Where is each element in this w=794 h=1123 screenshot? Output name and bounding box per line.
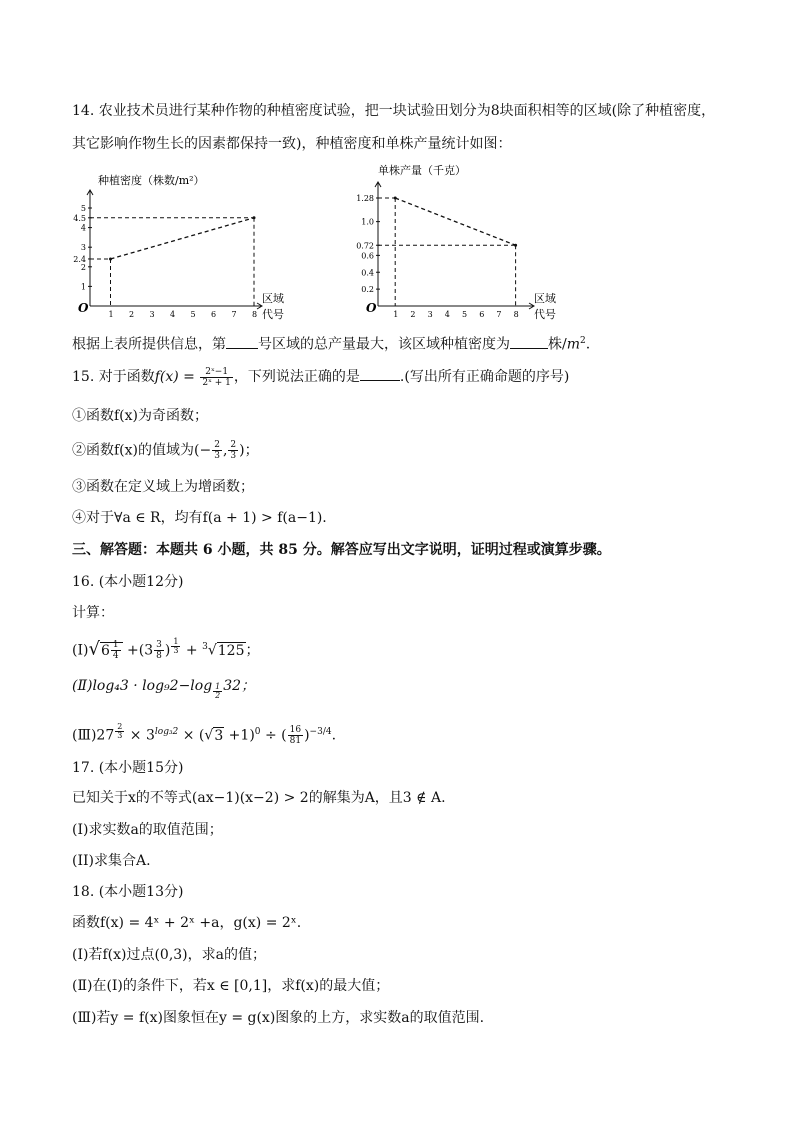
x-tick-label: 1 xyxy=(393,310,399,319)
x-tick-label: 3 xyxy=(149,310,155,319)
q15-opt1: ①函数f(x)为奇函数； xyxy=(72,408,209,424)
x-tick-label: 8 xyxy=(252,310,258,319)
frac2-num: 2 xyxy=(230,440,237,450)
p2-sub-n: 1 xyxy=(215,682,221,691)
q16-part2 xyxy=(72,676,255,700)
section3-heading: 三、解答题：本题共 6 小题，共 85 分。解答应写出文字说明，证明过程或演算步骤。 xyxy=(72,542,611,558)
q15-opt4: ④对于∀a ∈ R，均有f(a + 1) > f(a−1). xyxy=(72,510,327,526)
q14-answer-a: 根据上表所提供信息，第 xyxy=(72,336,226,353)
p1-e1n: 1 xyxy=(173,637,179,646)
p1-e: 125 xyxy=(217,642,245,659)
x-tick-label: 8 xyxy=(513,310,519,319)
p3-sup2: −3/4 xyxy=(309,727,332,737)
q16-p2-end: 32； xyxy=(223,678,256,694)
p1-c: ) xyxy=(164,642,171,659)
q15-den: 2ˣ + 1 xyxy=(202,377,231,388)
density-chart xyxy=(72,168,304,326)
q16-part1 xyxy=(72,637,260,661)
p1-b: +(3 xyxy=(122,642,154,659)
x-tick-label: 6 xyxy=(479,310,485,319)
p3-e1n: 2 xyxy=(117,722,123,731)
q16-part3 xyxy=(72,722,336,746)
p1-f1d: 4 xyxy=(112,651,119,662)
y-tick-label: 1 xyxy=(80,282,86,292)
q14-line1: 14. 农业技术员进行某种作物的种植密度试验，把一块试验田划分为8块面积相等的区域(除了种植密度， xyxy=(72,103,716,119)
data-point xyxy=(253,216,256,219)
q16-calc: 计算： xyxy=(72,605,114,621)
x-tick-label: 7 xyxy=(496,310,502,319)
origin-label: O xyxy=(78,301,89,315)
y-tick-label: 4 xyxy=(80,223,86,233)
q15-opt2-frac1 xyxy=(212,440,222,461)
series-line xyxy=(395,198,515,245)
p3-exp1 xyxy=(115,723,124,740)
p3-sup0: 0 xyxy=(254,727,261,737)
q15-opt2-frac2 xyxy=(228,440,238,461)
q14-answer-c: 株/ xyxy=(548,336,567,353)
q15-stem-c: .(写出所有正确命题的序号) xyxy=(399,369,570,385)
q15-opt2 xyxy=(72,440,259,461)
q14-line2: 其它影响作物生长的因素都保持一致)，种植密度和单株产量统计如图： xyxy=(72,136,512,152)
y-tick-label: 5 xyxy=(80,204,86,213)
x-axis-label-2: 代号 xyxy=(534,308,556,321)
x-tick-label: 7 xyxy=(231,310,237,319)
y-tick-label: 2 xyxy=(80,262,86,272)
q17-part2: (II)求集合A. xyxy=(72,853,151,869)
q18-part2: (Ⅱ)在(Ⅰ)的条件下，若x ∈ [0,1]，求f(x)的最大值； xyxy=(72,978,390,994)
q14-answer-b: 号区域的总产量最大，该区域种植密度为 xyxy=(258,336,510,353)
x-tick-label: 4 xyxy=(170,310,176,319)
p3-sqrt: 3 xyxy=(214,727,224,744)
q15-x: (x) xyxy=(159,369,179,385)
y-tick-label: 0.2 xyxy=(361,285,374,295)
p3-end: . xyxy=(331,727,337,744)
unit-exp: 2 xyxy=(580,336,586,346)
q16-p1-label: (Ⅰ) xyxy=(72,642,89,659)
y-tick-label: 1.0 xyxy=(361,217,374,227)
y-tick-label: 0.4 xyxy=(361,268,374,278)
p1-e1d: 3 xyxy=(173,646,179,655)
y-tick-label: 3 xyxy=(80,243,86,253)
y-tick-label: 1.28 xyxy=(356,194,374,203)
p3-fn: 16 xyxy=(289,725,302,736)
p2-base xyxy=(213,683,222,700)
sqrt-symbol-2: √ xyxy=(207,642,217,659)
q16-p2: (Ⅱ)log₄3 · log₉2−log xyxy=(72,678,213,694)
p1-frac2 xyxy=(154,640,164,661)
q17-head: 17. (本小题15分) xyxy=(72,760,184,776)
p1-end: ； xyxy=(245,642,260,659)
p3-e1d: 3 xyxy=(117,731,123,740)
q18-part3: (Ⅲ)若y = f(x)图象恒在y = g(x)图象的上方，求实数a的取值范围. xyxy=(72,1010,485,1026)
x-tick-label: 3 xyxy=(427,310,433,319)
data-point xyxy=(109,257,112,260)
q15-stem-b: ，下列说法正确的是 xyxy=(233,369,360,385)
p3-c: +1) xyxy=(224,727,255,744)
q18-stem: 函数f(x) = 4ˣ + 2ˣ +a，g(x) = 2ˣ. xyxy=(72,915,302,931)
q17-stem: 已知关于x的不等式(ax−1)(x−2) > 2的解集为A，且3 ∉ A. xyxy=(72,790,446,806)
q15-num: 2ˣ−1 xyxy=(200,367,233,378)
y-tick-label: 0.6 xyxy=(361,251,374,261)
q17-part1: (I)求实数a的取值范围； xyxy=(72,822,223,838)
x-tick-label: 2 xyxy=(129,310,135,319)
q14-answer-end: . xyxy=(585,336,591,353)
data-point xyxy=(394,197,397,200)
p1-f1n: 1 xyxy=(112,640,119,651)
x-axis-label-2: 代号 xyxy=(262,308,284,321)
p3-frac xyxy=(288,725,303,746)
q15-eq: = xyxy=(178,369,200,385)
frac1-den: 3 xyxy=(214,451,220,461)
p1-f2d: 8 xyxy=(156,651,162,662)
q14-answer xyxy=(72,331,590,355)
frac2-den: 3 xyxy=(230,451,237,461)
q15-stem xyxy=(72,366,569,388)
yield-chart xyxy=(348,160,578,326)
unit-m: m xyxy=(566,336,580,353)
p3-label: (Ⅲ)27 xyxy=(72,727,115,744)
sqrt-symbol: √ xyxy=(88,638,100,660)
sqrt-symbol-3: √ xyxy=(204,727,214,744)
p1-f2n: 3 xyxy=(156,640,162,651)
y-tick-label: 2.4 xyxy=(73,254,86,264)
p2-sub-d: 2 xyxy=(215,691,221,700)
x-tick-label: 6 xyxy=(211,310,217,319)
q15-stem-a: 15. 对于函数 xyxy=(72,369,155,385)
q15-fraction xyxy=(200,367,233,388)
origin-label: O xyxy=(366,301,377,315)
x-tick-label: 1 xyxy=(108,310,114,319)
answer-blank-2[interactable] xyxy=(510,334,548,349)
q15-opt2-b: )； xyxy=(239,442,259,459)
x-tick-label: 5 xyxy=(190,310,196,319)
x-axis-label-1: 区域 xyxy=(262,292,284,305)
q16-p1-radicand xyxy=(100,640,123,662)
y-tick-label: 0.72 xyxy=(356,241,374,251)
series-line xyxy=(111,218,255,259)
x-axis-label-1: 区域 xyxy=(534,292,556,305)
q15-opt2-a: ②函数f(x)的值域为(− xyxy=(72,442,212,459)
answer-blank-1[interactable] xyxy=(226,334,258,349)
frac1-num: 2 xyxy=(214,440,220,450)
x-tick-label: 5 xyxy=(462,310,468,319)
p3-log-exp: log₃2 xyxy=(154,727,179,737)
p1-a: 6 xyxy=(100,642,110,659)
q15-opt2-comma: , xyxy=(222,442,228,459)
data-point xyxy=(514,244,517,247)
p1-exp xyxy=(171,638,180,655)
chart-title: 单株产量（千克） xyxy=(378,164,466,177)
q18-head: 18. (本小题13分) xyxy=(72,884,184,900)
q15-opt3: ③函数在定义域上为增函数； xyxy=(72,479,254,495)
x-tick-label: 2 xyxy=(410,310,416,319)
p3-d: ÷ ( xyxy=(260,727,287,744)
q15-f: f xyxy=(154,369,160,385)
p3-fd: 81 xyxy=(289,736,302,747)
p3-e: ) xyxy=(304,727,310,744)
q18-part1: (Ⅰ)若f(x)过点(0,3)，求a的值； xyxy=(72,947,266,963)
p3-b: × ( xyxy=(178,727,205,744)
p1-root-index: 3 xyxy=(202,642,208,652)
y-tick-label: 4.5 xyxy=(73,213,86,223)
p1-d: + xyxy=(181,642,203,659)
q16-head: 16. (本小题12分) xyxy=(72,574,184,590)
chart-title: 种植密度（株数/m²） xyxy=(98,174,205,187)
x-tick-label: 4 xyxy=(444,310,450,319)
p1-frac1 xyxy=(111,640,121,661)
p3-a: × 3 xyxy=(125,727,155,744)
answer-blank-3[interactable] xyxy=(360,366,400,381)
